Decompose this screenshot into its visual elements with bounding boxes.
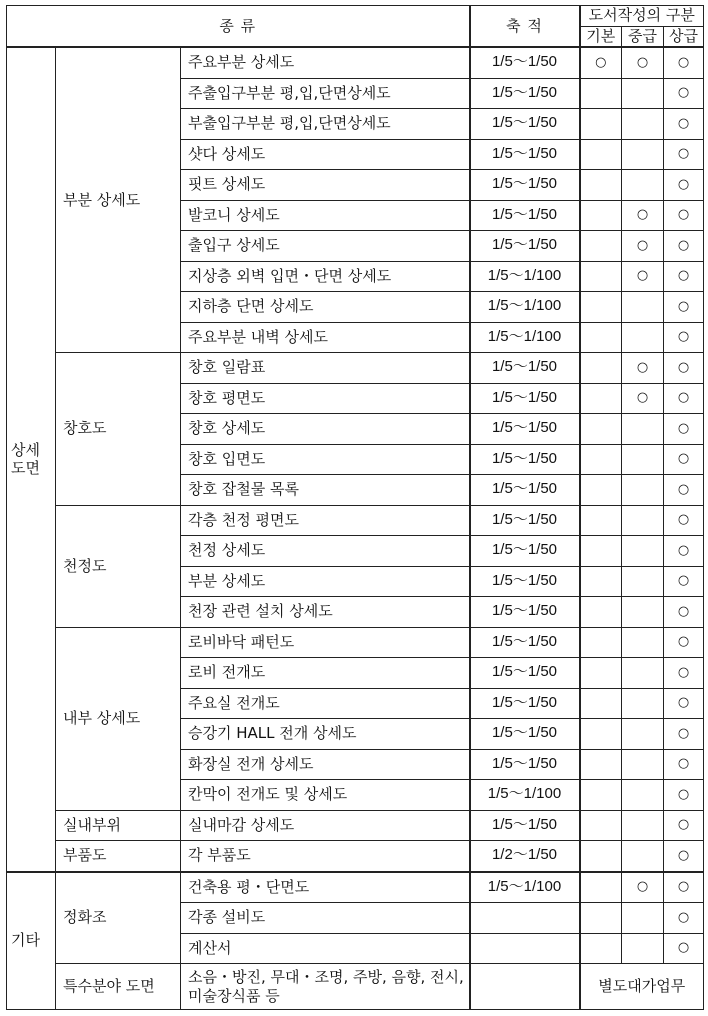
item-name: 주출입구부분 평,입,단면상세도 bbox=[181, 78, 470, 109]
circle-mark-icon: ○ bbox=[677, 390, 690, 406]
level-advanced-cell bbox=[664, 658, 704, 689]
item-name: 발코니 상세도 bbox=[181, 200, 470, 231]
group-label: 특수분야 도면 bbox=[56, 964, 181, 1010]
scale-value: 1/5～1/100 bbox=[470, 872, 580, 903]
level-basic-cell bbox=[580, 353, 622, 384]
scale-value: 1/5～1/50 bbox=[470, 78, 580, 109]
level-advanced-cell bbox=[664, 261, 704, 292]
level-basic-cell bbox=[580, 47, 622, 78]
section-label: 기타 bbox=[7, 872, 56, 1010]
item-name: 주요부분 상세도 bbox=[181, 47, 470, 78]
item-name: 창호 잡철물 목록 bbox=[181, 475, 470, 506]
item-name: 각 부품도 bbox=[181, 841, 470, 872]
level-intermediate-cell bbox=[622, 414, 664, 445]
level-basic-cell bbox=[580, 475, 622, 506]
header-advanced: 상급 bbox=[664, 26, 704, 47]
level-intermediate-cell bbox=[622, 139, 664, 170]
circle-mark-icon: ○ bbox=[636, 879, 649, 895]
circle-mark-icon: ○ bbox=[677, 54, 690, 70]
circle-mark-icon: ○ bbox=[677, 115, 690, 131]
item-name: 실내마감 상세도 bbox=[181, 810, 470, 841]
level-intermediate-cell bbox=[622, 719, 664, 750]
level-basic-cell bbox=[580, 810, 622, 841]
table-row bbox=[7, 505, 704, 536]
circle-mark-icon: ○ bbox=[677, 786, 690, 802]
level-intermediate-cell bbox=[622, 536, 664, 567]
level-intermediate-cell bbox=[622, 200, 664, 231]
table-row bbox=[7, 872, 704, 903]
scale-value: 1/5～1/50 bbox=[470, 139, 580, 170]
level-basic-cell bbox=[580, 261, 622, 292]
item-name: 주요실 전개도 bbox=[181, 688, 470, 719]
circle-mark-icon: ○ bbox=[677, 146, 690, 162]
table-row bbox=[7, 353, 704, 384]
level-intermediate-cell bbox=[622, 658, 664, 689]
circle-mark-icon: ○ bbox=[677, 725, 690, 741]
level-advanced-cell bbox=[664, 353, 704, 384]
item-name: 부분 상세도 bbox=[181, 566, 470, 597]
level-advanced-cell bbox=[664, 719, 704, 750]
level-basic-cell bbox=[580, 231, 622, 262]
circle-mark-icon: ○ bbox=[677, 512, 690, 528]
level-basic-cell bbox=[580, 505, 622, 536]
scale-value bbox=[470, 933, 580, 964]
level-intermediate-cell bbox=[622, 261, 664, 292]
scale-value: 1/5～1/50 bbox=[470, 749, 580, 780]
level-basic-cell bbox=[580, 719, 622, 750]
scale-value: 1/5～1/50 bbox=[470, 231, 580, 262]
level-basic-cell bbox=[580, 109, 622, 140]
circle-mark-icon: ○ bbox=[636, 237, 649, 253]
level-advanced-cell bbox=[664, 444, 704, 475]
level-basic-cell bbox=[580, 566, 622, 597]
level-intermediate-cell bbox=[622, 444, 664, 475]
level-advanced-cell bbox=[664, 292, 704, 323]
circle-mark-icon: ○ bbox=[677, 940, 690, 956]
circle-mark-icon: ○ bbox=[677, 85, 690, 101]
item-name: 핏트 상세도 bbox=[181, 170, 470, 201]
group-label: 내부 상세도 bbox=[56, 627, 181, 810]
circle-mark-icon: ○ bbox=[677, 420, 690, 436]
level-intermediate-cell bbox=[622, 383, 664, 414]
circle-mark-icon: ○ bbox=[677, 176, 690, 192]
scale-value: 1/5～1/50 bbox=[470, 475, 580, 506]
scale-value: 1/5～1/50 bbox=[470, 810, 580, 841]
scale-value: 1/5～1/50 bbox=[470, 688, 580, 719]
circle-mark-icon: ○ bbox=[677, 542, 690, 558]
item-name: 창호 일람표 bbox=[181, 353, 470, 384]
group-label: 창호도 bbox=[56, 353, 181, 506]
circle-mark-icon: ○ bbox=[677, 329, 690, 345]
level-intermediate-cell bbox=[622, 109, 664, 140]
scale-value: 1/5～1/50 bbox=[470, 47, 580, 78]
level-advanced-cell bbox=[664, 47, 704, 78]
header-intermediate: 중급 bbox=[622, 26, 664, 47]
item-name: 출입구 상세도 bbox=[181, 231, 470, 262]
scale-value: 1/2～1/50 bbox=[470, 841, 580, 872]
level-intermediate-cell bbox=[622, 749, 664, 780]
level-intermediate-cell bbox=[622, 841, 664, 872]
scale-value: 1/5～1/50 bbox=[470, 444, 580, 475]
circle-mark-icon: ○ bbox=[677, 909, 690, 925]
level-advanced-cell bbox=[664, 749, 704, 780]
level-basic-cell bbox=[580, 780, 622, 811]
circle-mark-icon: ○ bbox=[677, 268, 690, 284]
scale-value: 1/5～1/50 bbox=[470, 536, 580, 567]
level-basic-cell bbox=[580, 933, 622, 964]
level-advanced-cell bbox=[664, 903, 704, 934]
item-name: 계산서 bbox=[181, 933, 470, 964]
level-basic-cell bbox=[580, 872, 622, 903]
scale-value: 1/5～1/50 bbox=[470, 200, 580, 231]
item-name: 부출입구부분 평,입,단면상세도 bbox=[181, 109, 470, 140]
circle-mark-icon: ○ bbox=[677, 879, 690, 895]
drawing-types-table bbox=[6, 5, 704, 1010]
level-basic-cell bbox=[580, 292, 622, 323]
level-intermediate-cell bbox=[622, 688, 664, 719]
circle-mark-icon: ○ bbox=[677, 237, 690, 253]
level-advanced-cell bbox=[664, 475, 704, 506]
item-name: 각종 설비도 bbox=[181, 903, 470, 934]
section-label: 상세 도면 bbox=[7, 47, 56, 872]
level-intermediate-cell bbox=[622, 933, 664, 964]
scale-value: 1/5～1/50 bbox=[470, 109, 580, 140]
scale-value: 1/5～1/50 bbox=[470, 383, 580, 414]
level-advanced-cell bbox=[664, 78, 704, 109]
circle-mark-icon: ○ bbox=[677, 664, 690, 680]
circle-mark-icon: ○ bbox=[636, 390, 649, 406]
item-name: 창호 상세도 bbox=[181, 414, 470, 445]
item-name: 건축용 평・단면도 bbox=[181, 872, 470, 903]
circle-mark-icon: ○ bbox=[677, 451, 690, 467]
scale-value: 1/5～1/100 bbox=[470, 322, 580, 353]
scale-value: 1/5～1/50 bbox=[470, 505, 580, 536]
scale-value: 1/5～1/50 bbox=[470, 627, 580, 658]
level-advanced-cell bbox=[664, 566, 704, 597]
level-advanced-cell bbox=[664, 109, 704, 140]
level-intermediate-cell bbox=[622, 597, 664, 628]
table-row bbox=[7, 47, 704, 78]
special-note: 별도대가업무 bbox=[580, 964, 704, 1010]
item-name: 샷다 상세도 bbox=[181, 139, 470, 170]
circle-mark-icon: ○ bbox=[636, 54, 649, 70]
circle-mark-icon: ○ bbox=[677, 359, 690, 375]
level-basic-cell bbox=[580, 627, 622, 658]
level-advanced-cell bbox=[664, 170, 704, 201]
item-name: 지하층 단면 상세도 bbox=[181, 292, 470, 323]
circle-mark-icon: ○ bbox=[677, 695, 690, 711]
level-advanced-cell bbox=[664, 383, 704, 414]
level-basic-cell bbox=[580, 444, 622, 475]
level-intermediate-cell bbox=[622, 505, 664, 536]
level-intermediate-cell bbox=[622, 566, 664, 597]
level-advanced-cell bbox=[664, 627, 704, 658]
table-row bbox=[7, 627, 704, 658]
group-label: 정화조 bbox=[56, 872, 181, 964]
group-label: 부분 상세도 bbox=[56, 47, 181, 353]
level-intermediate-cell bbox=[622, 353, 664, 384]
level-basic-cell bbox=[580, 200, 622, 231]
level-basic-cell bbox=[580, 414, 622, 445]
level-intermediate-cell bbox=[622, 627, 664, 658]
header-type: 종 류 bbox=[7, 6, 470, 48]
level-basic-cell bbox=[580, 749, 622, 780]
circle-mark-icon: ○ bbox=[677, 481, 690, 497]
level-advanced-cell bbox=[664, 780, 704, 811]
item-name: 각층 천정 평면도 bbox=[181, 505, 470, 536]
scale-value: 1/5～1/50 bbox=[470, 353, 580, 384]
scale-value: 1/5～1/50 bbox=[470, 566, 580, 597]
scale-value: 1/5～1/50 bbox=[470, 658, 580, 689]
level-basic-cell bbox=[580, 536, 622, 567]
scale-value: 1/5～1/50 bbox=[470, 597, 580, 628]
level-advanced-cell bbox=[664, 597, 704, 628]
group-label: 부품도 bbox=[56, 841, 181, 872]
level-intermediate-cell bbox=[622, 292, 664, 323]
item-name: 주요부분 내벽 상세도 bbox=[181, 322, 470, 353]
item-name: 창호 평면도 bbox=[181, 383, 470, 414]
item-name: 천장 관련 설치 상세도 bbox=[181, 597, 470, 628]
circle-mark-icon: ○ bbox=[677, 603, 690, 619]
circle-mark-icon: ○ bbox=[636, 359, 649, 375]
circle-mark-icon: ○ bbox=[595, 54, 607, 70]
item-name: 천정 상세도 bbox=[181, 536, 470, 567]
circle-mark-icon: ○ bbox=[636, 268, 649, 284]
group-label: 실내부위 bbox=[56, 810, 181, 841]
item-name: 지상층 외벽 입면・단면 상세도 bbox=[181, 261, 470, 292]
level-intermediate-cell bbox=[622, 170, 664, 201]
item-name: 로비 전개도 bbox=[181, 658, 470, 689]
scale-value: 1/5～1/100 bbox=[470, 292, 580, 323]
circle-mark-icon: ○ bbox=[636, 207, 649, 223]
level-intermediate-cell bbox=[622, 47, 664, 78]
item-name: 화장실 전개 상세도 bbox=[181, 749, 470, 780]
level-advanced-cell bbox=[664, 841, 704, 872]
level-basic-cell bbox=[580, 658, 622, 689]
scale-value: 1/5～1/50 bbox=[470, 414, 580, 445]
scale-value: 1/5～1/50 bbox=[470, 170, 580, 201]
level-advanced-cell bbox=[664, 505, 704, 536]
level-advanced-cell bbox=[664, 872, 704, 903]
level-basic-cell bbox=[580, 139, 622, 170]
level-basic-cell bbox=[580, 903, 622, 934]
level-advanced-cell bbox=[664, 231, 704, 262]
group-label: 천정도 bbox=[56, 505, 181, 627]
scale-value bbox=[470, 964, 580, 1010]
level-basic-cell bbox=[580, 78, 622, 109]
level-basic-cell bbox=[580, 170, 622, 201]
level-advanced-cell bbox=[664, 933, 704, 964]
circle-mark-icon: ○ bbox=[677, 756, 690, 772]
level-intermediate-cell bbox=[622, 810, 664, 841]
circle-mark-icon: ○ bbox=[677, 207, 690, 223]
circle-mark-icon: ○ bbox=[677, 634, 690, 650]
circle-mark-icon: ○ bbox=[677, 298, 690, 314]
level-intermediate-cell bbox=[622, 78, 664, 109]
level-intermediate-cell bbox=[622, 231, 664, 262]
level-intermediate-cell bbox=[622, 475, 664, 506]
level-basic-cell bbox=[580, 688, 622, 719]
level-advanced-cell bbox=[664, 810, 704, 841]
circle-mark-icon: ○ bbox=[677, 573, 690, 589]
scale-value bbox=[470, 903, 580, 934]
level-advanced-cell bbox=[664, 322, 704, 353]
level-basic-cell bbox=[580, 322, 622, 353]
item-name: 로비바닥 패턴도 bbox=[181, 627, 470, 658]
scale-value: 1/5～1/50 bbox=[470, 719, 580, 750]
header-level-group: 도서작성의 구분 bbox=[580, 6, 704, 27]
level-advanced-cell bbox=[664, 139, 704, 170]
level-intermediate-cell bbox=[622, 872, 664, 903]
scale-value: 1/5～1/100 bbox=[470, 780, 580, 811]
level-basic-cell bbox=[580, 383, 622, 414]
level-basic-cell bbox=[580, 841, 622, 872]
circle-mark-icon: ○ bbox=[677, 847, 690, 863]
table-row bbox=[7, 841, 704, 872]
header-row-1 bbox=[7, 6, 704, 27]
table-body bbox=[7, 6, 704, 1010]
level-advanced-cell bbox=[664, 200, 704, 231]
item-name: 칸막이 전개도 및 상세도 bbox=[181, 780, 470, 811]
level-advanced-cell bbox=[664, 536, 704, 567]
item-name: 승강기 HALL 전개 상세도 bbox=[181, 719, 470, 750]
header-basic: 기본 bbox=[580, 26, 622, 47]
level-intermediate-cell bbox=[622, 780, 664, 811]
item-name: 소음・방진, 무대・조명, 주방, 음향, 전시, 미술장식품 등 bbox=[181, 964, 470, 1010]
table-row bbox=[7, 810, 704, 841]
item-name: 창호 입면도 bbox=[181, 444, 470, 475]
level-basic-cell bbox=[580, 597, 622, 628]
level-advanced-cell bbox=[664, 414, 704, 445]
level-intermediate-cell bbox=[622, 322, 664, 353]
level-intermediate-cell bbox=[622, 903, 664, 934]
circle-mark-icon: ○ bbox=[677, 817, 690, 833]
level-advanced-cell bbox=[664, 688, 704, 719]
table-row bbox=[7, 964, 704, 1010]
header-scale: 축 적 bbox=[470, 6, 580, 48]
scale-value: 1/5～1/100 bbox=[470, 261, 580, 292]
